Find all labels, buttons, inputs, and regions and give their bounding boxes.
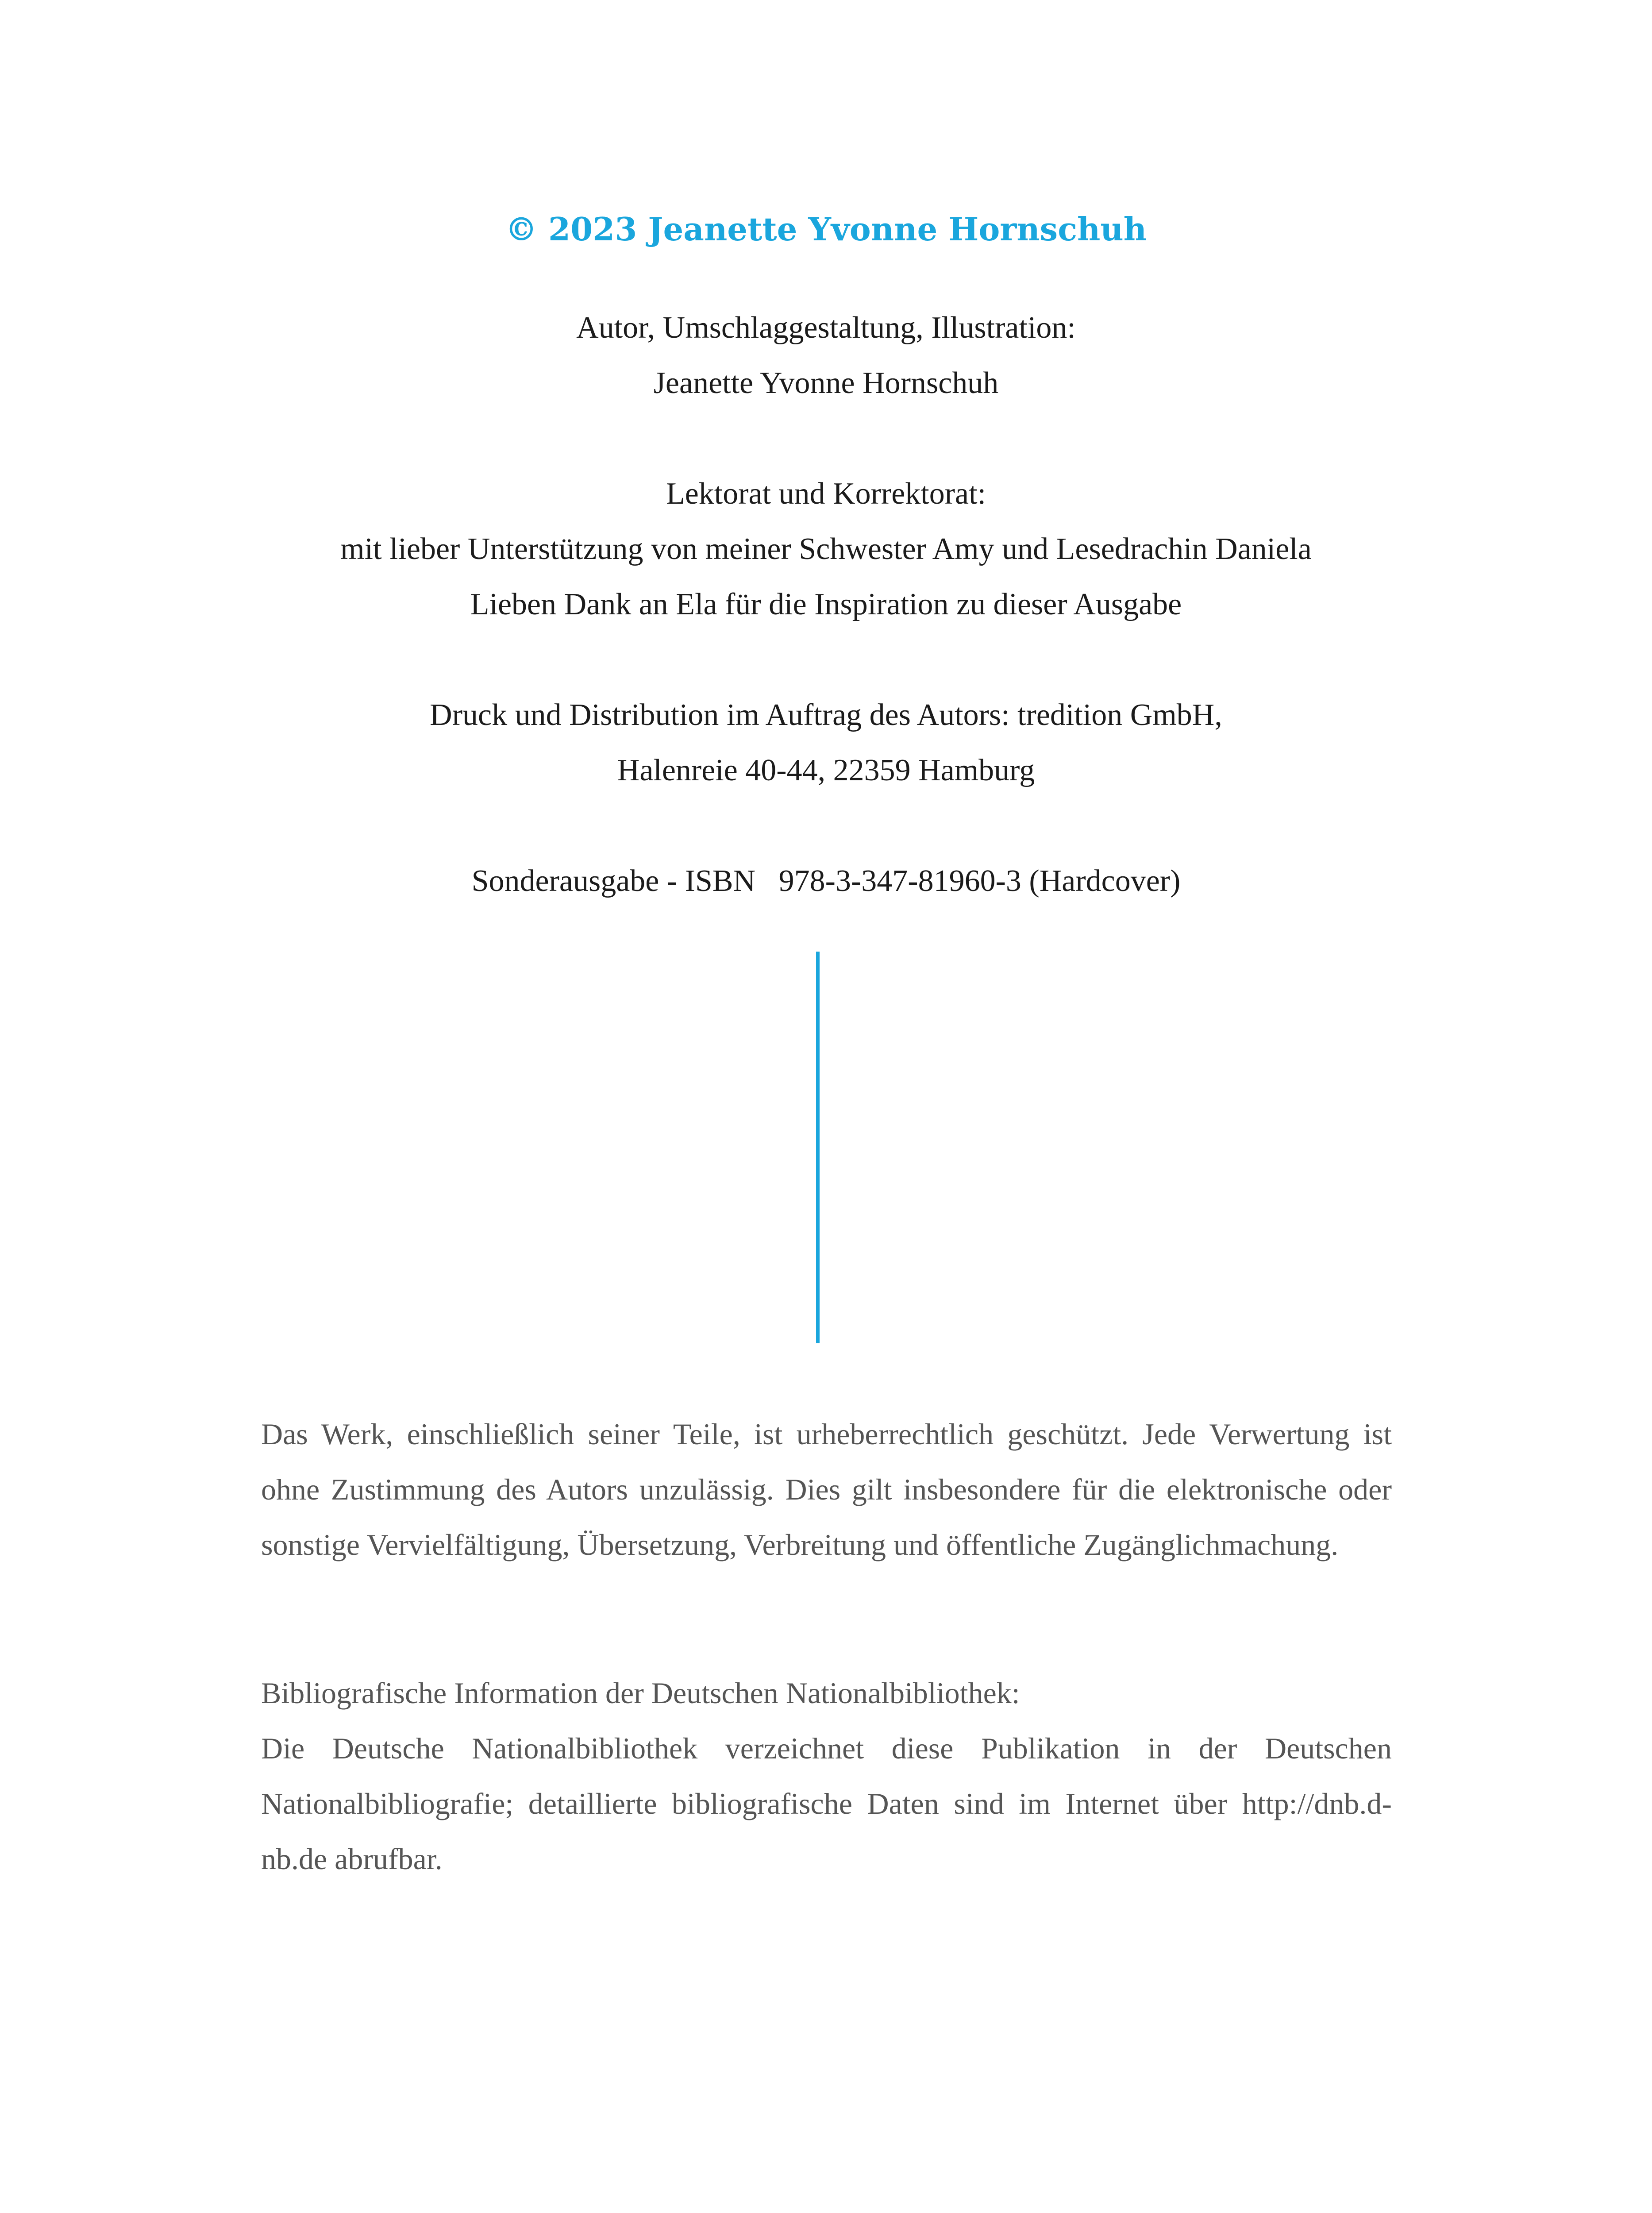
druck-line-1: Druck und Distribution im Auftrag des Autors: tredition GmbH, [430,698,1222,732]
copyright-notice: Das Werk, einschließlich seiner Teile, ist urheberrechtlich geschützt. Jede Verwertung ist ohne Zustimmung des Autors unzulässig. Dies gilt insbesondere für die elektronische oder sonstige Vervielfältigung, Übersetzung, Verbreitung und öffentliche Zugänglichmachung. [261,1417,1392,1561]
print-distribution [133,687,1519,798]
bibliographic-info [261,1666,1392,1887]
vertical-divider [816,952,820,1343]
lektorat-line-1: mit lieber Unterstützung von meiner Schwester Amy und Lesedrachin Daniela [340,532,1312,566]
copyright-line: © 2023 Jeanette Yvonne Hornschuh [505,210,1147,248]
lektorat-label: Lektorat und Korrektorat: [666,477,986,511]
isbn-block [133,853,1519,909]
lektorat-line-2: Lieben Dank an Ela für die Inspiration zu dieser Ausgabe [470,587,1182,621]
biblio-heading: Bibliografische Information der Deutschen Nationalbibliothek: [261,1676,1020,1710]
author-credits [133,300,1519,411]
isbn-line: Sonderausgabe - ISBN 978-3-347-81960-3 (Hardcover) [471,864,1181,898]
author-name: Jeanette Yvonne Hornschuh [653,366,999,400]
druck-line-2: Halenreie 40-44, 22359 Hamburg [617,753,1035,787]
author-label: Autor, Umschlaggestaltung, Illustration: [576,311,1076,345]
biblio-text: Die Deutsche Nationalbibliothek verzeichnet diese Publikation in der Deutschen Nationalbibliografie; detaillierte bibliografische Daten sind im Internet über http://dnb.d-nb.de abrufbar. [261,1731,1392,1876]
lektorat-credits [133,466,1519,632]
